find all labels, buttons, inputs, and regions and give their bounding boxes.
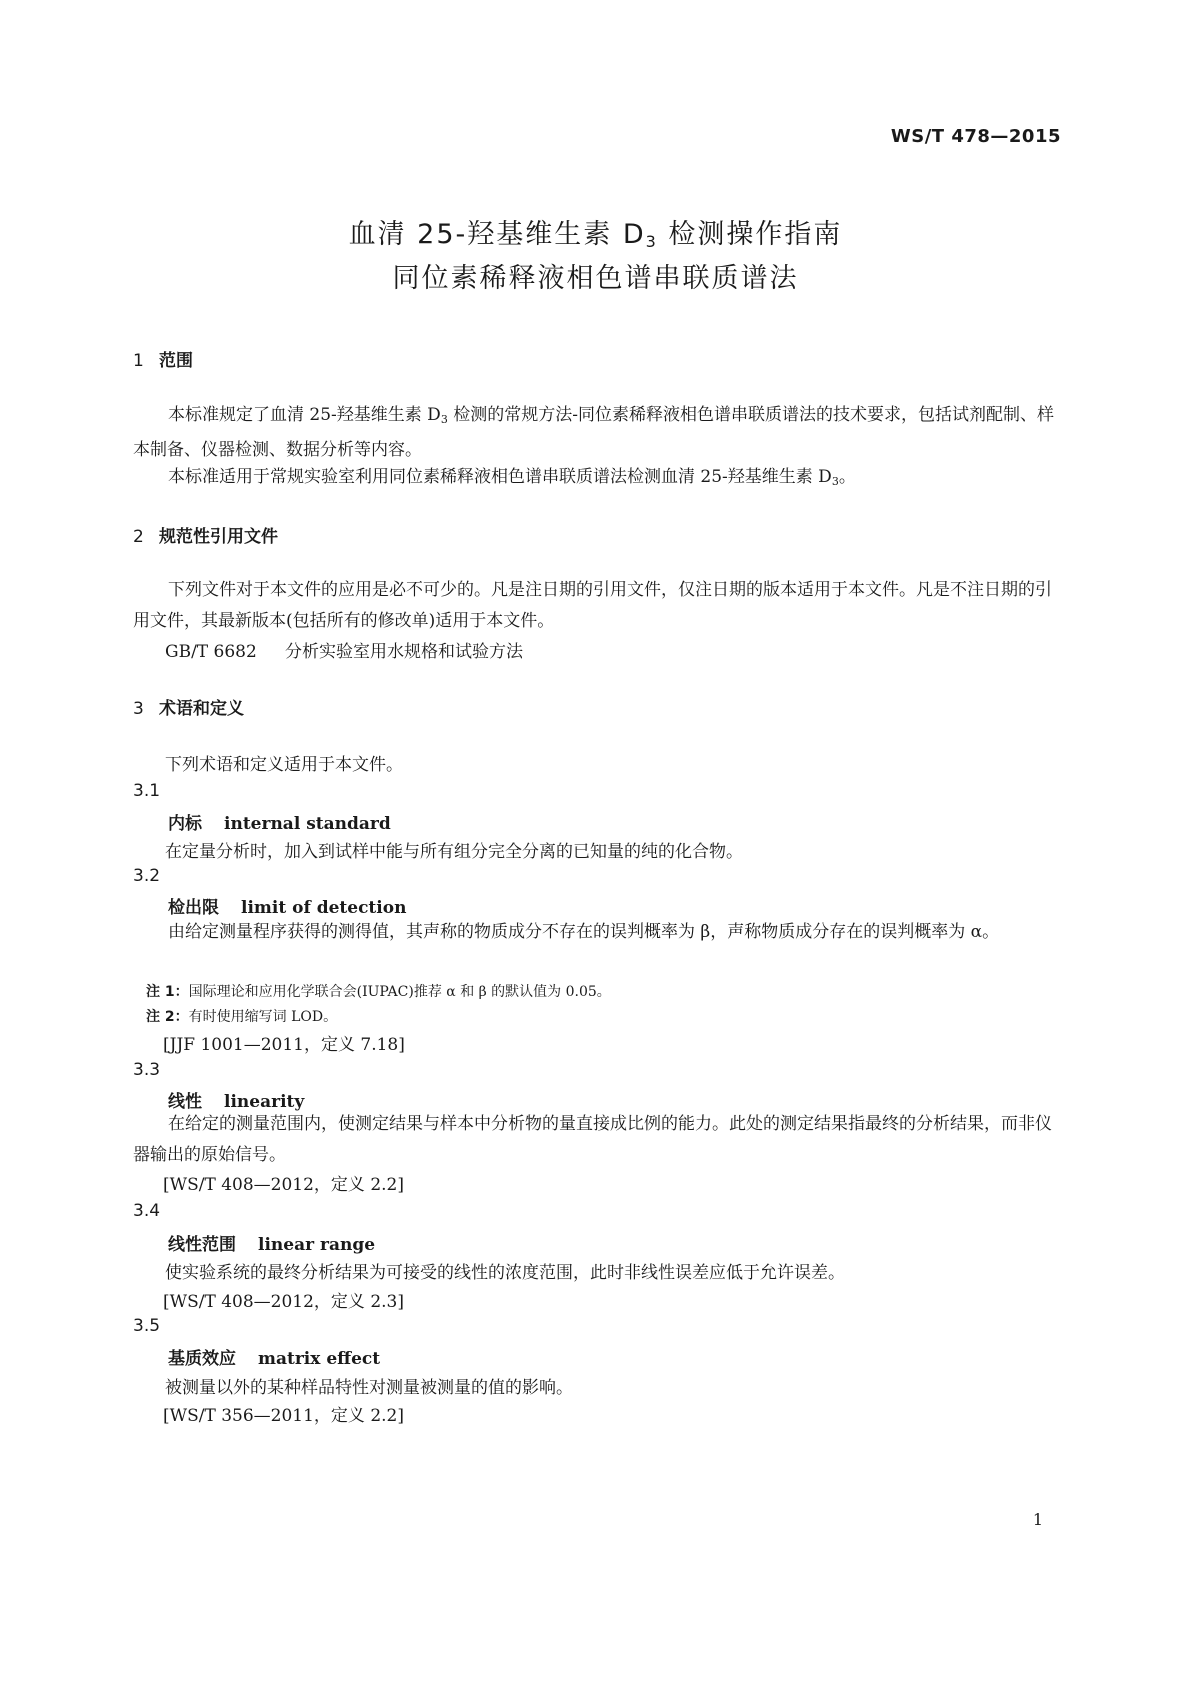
term-en: linear range (258, 1235, 376, 1255)
reference-code: GB/T 6682 (165, 642, 257, 662)
term-definition: 使实验系统的最终分析结果为可接受的线性的浓度范围，此时非线性误差应低于允许误差。 (165, 1263, 845, 1283)
document-title-line2: 同位素稀释液相色谱串联质谱法 (392, 263, 799, 294)
section-1-paragraph-2 (133, 462, 1061, 497)
note-label: 注 2： (146, 1009, 189, 1025)
clause-number: 3.2 (133, 866, 161, 886)
term-definition (133, 917, 1061, 948)
title-text-post: 检测操作指南 (657, 219, 843, 250)
term-cn: 基质效应 (168, 1349, 236, 1369)
term-cn: 线性范围 (168, 1235, 236, 1255)
note-text: 国际理论和应用化学联合会(IUPAC)推荐 α 和 β 的默认值为 0.05。 (188, 984, 611, 1000)
term-heading (168, 1344, 380, 1369)
term-cn: 内标 (168, 814, 202, 834)
clause-number: 3.5 (133, 1316, 161, 1336)
para-text: 本标准适用于常规实验室利用同位素稀释液相色谱串联质谱法检测血清 25-羟基维生素 D (168, 467, 832, 487)
page-number: 1 (1032, 1510, 1043, 1529)
title-subscript: 3 (645, 232, 658, 251)
term-source-reference: [WS/T 356—2011，定义 2.2] (163, 1406, 405, 1426)
note-1 (146, 981, 611, 1001)
document-title-line1 (0, 212, 1191, 251)
section-number: 3 (133, 699, 144, 719)
term-en: linearity (224, 1092, 305, 1112)
term-source-reference: [WS/T 408—2012，定义 2.2] (163, 1175, 405, 1195)
term-heading (168, 1230, 375, 1255)
section-2-heading (133, 522, 278, 547)
section-title: 术语和定义 (159, 699, 244, 719)
term-source-reference: [WS/T 408—2012，定义 2.3] (163, 1292, 405, 1312)
para-text: 本标准规定了血清 25-羟基维生素 D (168, 405, 441, 425)
term-en: matrix effect (258, 1349, 381, 1369)
section-title: 范围 (159, 351, 193, 371)
para-text: 在给定的测量范围内，使测定结果与样本中分析物的量直接成比例的能力。此处的测定结果指最终的分析结果，而非仪器输出的原始信号。 (133, 1114, 1052, 1165)
normative-reference (165, 637, 523, 662)
para-text: 下列文件对于本文件的应用是必不可少的。凡是注日期的引用文件，仅注日期的版本适用于本文件。凡是不注日期的引用文件，其最新版本(包括所有的修改单)适用于本文件。 (133, 580, 1052, 631)
term-source-reference: [JJF 1001—2011，定义 7.18] (163, 1035, 405, 1055)
clause-number: 3.3 (133, 1060, 161, 1080)
title-text: 血清 25-羟基维生素 D (348, 219, 646, 250)
reference-title: 分析实验室用水规格和试验方法 (285, 642, 523, 662)
standard-code: WS/T 478—2015 (890, 126, 1061, 147)
para-text: 。 (838, 467, 856, 487)
note-label: 注 1： (146, 984, 189, 1000)
term-heading (168, 893, 406, 918)
section-title: 规范性引用文件 (159, 527, 278, 547)
subscript: 3 (831, 475, 839, 488)
subscript: 3 (440, 413, 448, 426)
note-text: 有时使用缩写词 LOD。 (188, 1009, 338, 1025)
term-cn: 检出限 (168, 898, 219, 918)
section-2-paragraph-1 (133, 575, 1061, 637)
section-1-heading (133, 346, 193, 371)
term-definition: 在定量分析时，加入到试样中能与所有组分完全分离的已知量的纯的化合物。 (165, 842, 743, 862)
term-en: limit of detection (241, 898, 407, 918)
section-3-intro: 下列术语和定义适用于本文件。 (165, 755, 403, 775)
clause-number: 3.1 (133, 781, 161, 801)
term-cn: 线性 (168, 1092, 202, 1112)
section-number: 1 (133, 351, 144, 371)
term-definition (133, 1109, 1061, 1171)
term-definition: 被测量以外的某种样品特性对测量被测量的值的影响。 (165, 1378, 573, 1398)
section-number: 2 (133, 527, 144, 547)
note-2 (146, 1006, 337, 1026)
section-3-heading (133, 694, 244, 719)
clause-number: 3.4 (133, 1201, 161, 1221)
term-heading (168, 809, 391, 834)
section-1-paragraph-1 (133, 400, 1061, 466)
para-text: 检测的常规方法-同位素稀释液相色谱串联质谱法的技术要求，包括试剂配制、样本制备、仪器检测、数据分析等内容。 (133, 405, 1054, 460)
para-text: 由给定测量程序获得的测得值，其声称的物质成分不存在的误判概率为 β，声称物质成分存在的误判概率为 α。 (168, 922, 1000, 942)
term-en: internal standard (224, 814, 391, 834)
